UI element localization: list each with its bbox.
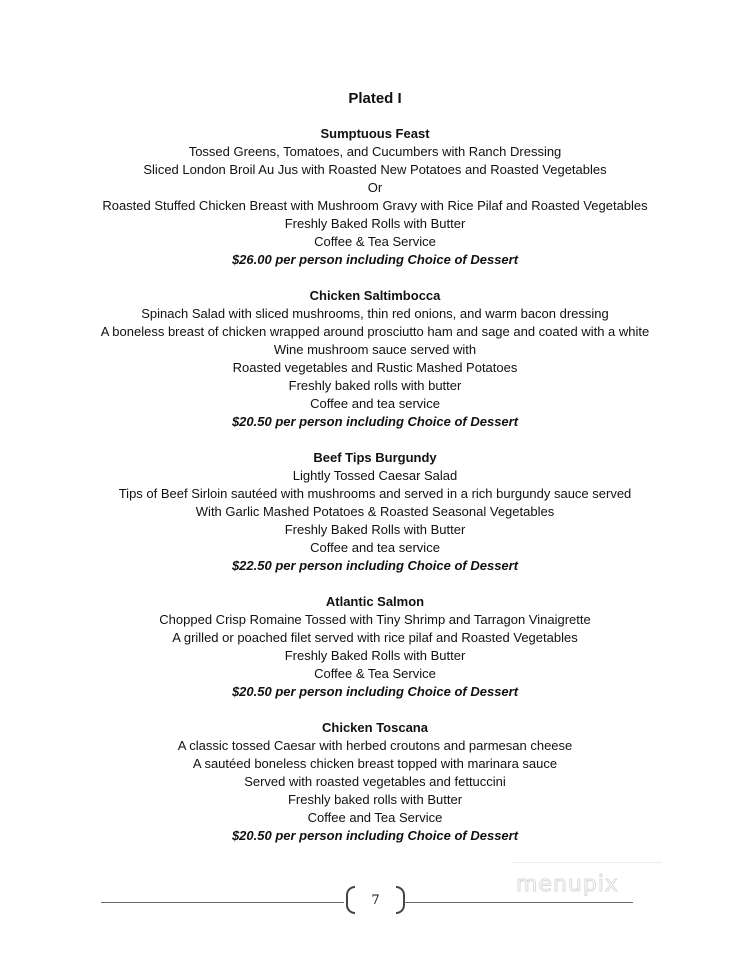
menu-line: Chopped Crisp Romaine Tossed with Tiny Shrimp and Tarragon Vinaigrette: [159, 612, 591, 627]
menu-line: Freshly baked rolls with Butter: [287, 792, 463, 807]
menu-line: Wine mushroom sauce served with: [273, 342, 477, 357]
section-title: Beef Tips Burgundy: [313, 450, 437, 465]
menu-line: Tips of Beef Sirloin sautéed with mushrooms and served in a rich burgundy sauce served: [118, 486, 632, 501]
page-number: 7: [371, 893, 380, 908]
menu-line: Lightly Tossed Caesar Salad: [292, 468, 458, 483]
menu-line: Coffee & Tea Service: [314, 234, 436, 249]
menu-line: Freshly Baked Rolls with Butter: [284, 522, 466, 537]
menu-line: Coffee and tea service: [310, 540, 440, 555]
menu-line: Freshly baked rolls with butter: [288, 378, 462, 393]
menu-section-beef-tips-burgundy: [0, 449, 750, 575]
section-title: Sumptuous Feast: [320, 126, 430, 141]
section-title: Chicken Saltimbocca: [309, 288, 441, 303]
menu-line: A grilled or poached filet served with rice pilaf and Roasted Vegetables: [172, 630, 578, 645]
menu-line: Sliced London Broil Au Jus with Roasted New Potatoes and Roasted Vegetables: [143, 162, 607, 177]
right-bracket-icon: [396, 886, 405, 914]
menu-section-chicken-saltimbocca: [0, 287, 750, 431]
left-bracket-icon: [346, 886, 355, 914]
menu-line: Roasted vegetables and Rustic Mashed Potatoes: [232, 360, 518, 375]
menu-line: Freshly Baked Rolls with Butter: [284, 216, 466, 231]
menu-section-atlantic-salmon: [0, 593, 750, 701]
menu-line: Spinach Salad with sliced mushrooms, thin red onions, and warm bacon dressing: [141, 306, 609, 321]
menu-line: A boneless breast of chicken wrapped around prosciutto ham and sage and coated with a white: [100, 324, 650, 339]
watermark-divider: [512, 862, 662, 863]
section-price: $20.50 per person including Choice of Dessert: [231, 414, 519, 429]
menu-line: Or: [367, 180, 383, 195]
menu-line: With Garlic Mashed Potatoes & Roasted Seasonal Vegetables: [195, 504, 555, 519]
menu-line: Coffee and Tea Service: [307, 810, 443, 825]
section-price: $22.50 per person including Choice of Dessert: [231, 558, 519, 573]
watermark-logo: menupix: [516, 872, 619, 897]
section-price: $26.00 per person including Choice of Dessert: [231, 252, 519, 267]
menu-line: A classic tossed Caesar with herbed croutons and parmesan cheese: [177, 738, 573, 753]
page-title: Plated I: [348, 90, 402, 107]
menu-section-chicken-toscana: [0, 719, 750, 845]
menu-section-sumptuous-feast: [0, 125, 750, 269]
menu-line: Tossed Greens, Tomatoes, and Cucumbers with Ranch Dressing: [188, 144, 562, 159]
menu-line: Freshly Baked Rolls with Butter: [284, 648, 466, 663]
footer-rule-right: [404, 902, 633, 903]
menu-line: A sautéed boneless chicken breast topped with marinara sauce: [192, 756, 558, 771]
section-title: Chicken Toscana: [322, 720, 428, 735]
menu-line: Coffee & Tea Service: [314, 666, 436, 681]
section-price: $20.50 per person including Choice of Dessert: [231, 684, 519, 699]
menu-line: Roasted Stuffed Chicken Breast with Mushroom Gravy with Rice Pilaf and Roasted Vegetables: [102, 198, 648, 213]
menu-line: Served with roasted vegetables and fettuccini: [244, 774, 506, 789]
menu-line: Coffee and tea service: [310, 396, 440, 411]
footer-rule-left: [101, 902, 344, 903]
section-price: $20.50 per person including Choice of Dessert: [231, 828, 519, 843]
menu-list: [0, 125, 750, 863]
section-title: Atlantic Salmon: [325, 594, 425, 609]
